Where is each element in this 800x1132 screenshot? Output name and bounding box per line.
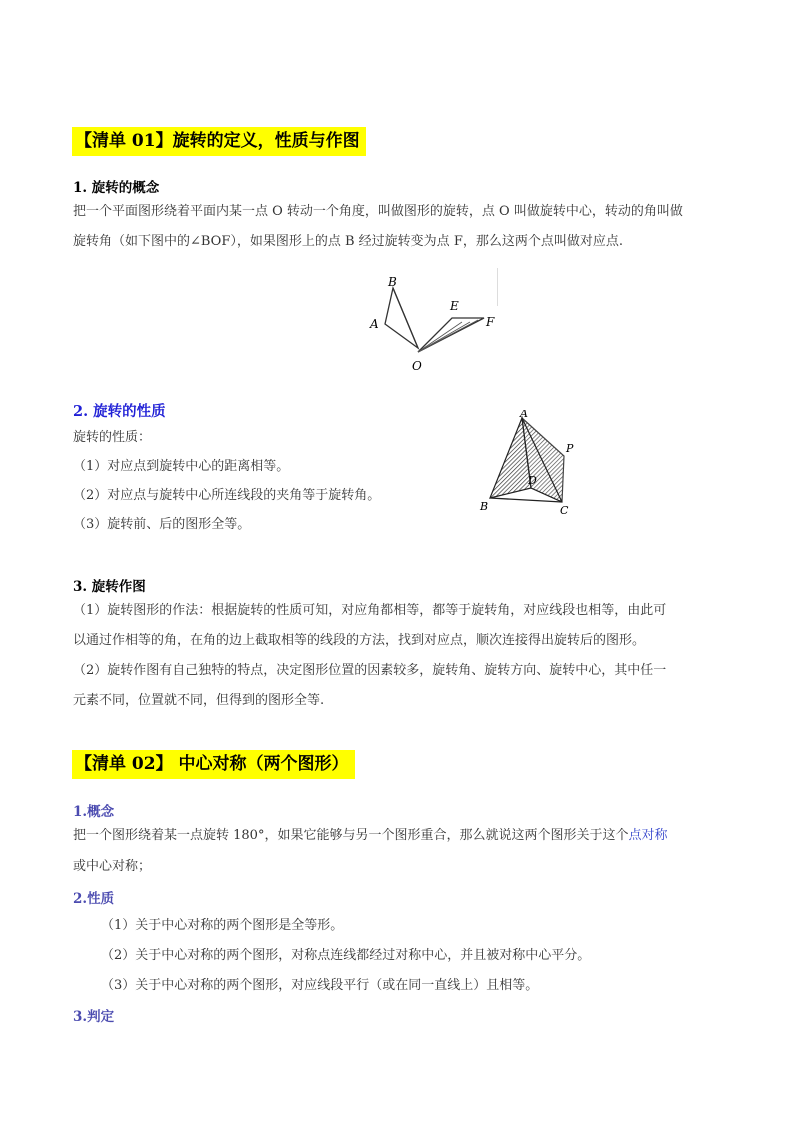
s2-property-item-2: （2）关于中心对称的两个图形，对称点连线都经过对称中心，并且被对称中心平分。 xyxy=(101,948,591,963)
s1-text-line1: 把一个平面图形绕着平面内某一点 O 转动一个角度，叫做图形的旋转，点 O 叫做旋转中心，转动的角叫做 xyxy=(73,204,683,219)
s2-intro: 旋转的性质： xyxy=(73,430,152,445)
section1-title: 【清单 01】旋转的定义，性质与作图 xyxy=(72,127,366,156)
s2-concept-heading: 1.概念 xyxy=(73,804,115,820)
s2-item-1: （1）对应点到旋转中心的距离相等。 xyxy=(73,459,290,474)
s2-property-heading: 2.性质 xyxy=(73,891,115,907)
s3-p2-line1: （2）旋转作图有自己独特的特点，决定图形位置的因素较多，旋转角、旋转方向、旋转中心，其中任一 xyxy=(73,663,667,678)
section2-title: 【清单 02】 中心对称（两个图形） xyxy=(72,750,355,779)
s2-item-2: （2）对应点与旋转中心所连线段的夹角等于旋转角。 xyxy=(73,488,381,503)
rotation-figure xyxy=(360,268,520,380)
s2-concept-text: 把一个图形绕着某一点旋转 180°，如果它能够与另一个图形重合，那么就说这两个图形关于这个 xyxy=(73,828,629,843)
label-b2: B xyxy=(480,500,489,513)
point-symmetry-link[interactable]: 点对称 xyxy=(628,828,668,843)
s2-property-item-1: （1）关于中心对称的两个图形是全等形。 xyxy=(101,918,344,933)
s2-concept-line1 xyxy=(73,826,667,846)
s3-p2-line2: 元素不同，位置就不同，但得到的图形全等. xyxy=(73,693,325,708)
s2-judge-heading: 3.判定 xyxy=(73,1009,115,1025)
s2-heading: 2. 旋转的性质 xyxy=(73,403,166,420)
triangle-abo xyxy=(385,288,418,348)
s2-item-3: （3）旋转前、后的图形全等。 xyxy=(73,517,251,532)
s1-text-line2: 旋转角（如下图中的∠BOF），如果图形上的点 B 经过旋转变为点 F，那么这两个点叫做对应点. xyxy=(73,234,623,249)
s3-heading: 3. 旋转作图 xyxy=(73,579,146,595)
s3-p1-line1: （1）旋转图形的作法：根据旋转的性质可知，对应角都相等，都等于旋转角，对应线段也相等，由此可 xyxy=(73,603,667,618)
label-o: O xyxy=(412,359,422,373)
label-c2: C xyxy=(560,504,569,517)
label-e: E xyxy=(450,299,459,313)
s1-heading: 1. 旋转的概念 xyxy=(73,180,160,196)
label-a: A xyxy=(370,317,379,331)
label-d2: D xyxy=(528,474,537,487)
label-p2: P xyxy=(566,442,574,455)
s2-property-item-3: （3）关于中心对称的两个图形，对应线段平行（或在同一直线上）且相等。 xyxy=(101,978,539,993)
s2-concept-line2: 或中心对称； xyxy=(73,859,152,874)
figure-divider xyxy=(497,268,498,306)
rotation-property-figure xyxy=(476,410,586,522)
label-b: B xyxy=(388,275,397,289)
label-a2: A xyxy=(520,410,528,420)
s3-p1-line2: 以通过作相等的角，在角的边上截取相等的线段的方法，找到对应点，顺次连接得出旋转后的图形。 xyxy=(73,633,646,648)
label-f: F xyxy=(486,315,495,329)
